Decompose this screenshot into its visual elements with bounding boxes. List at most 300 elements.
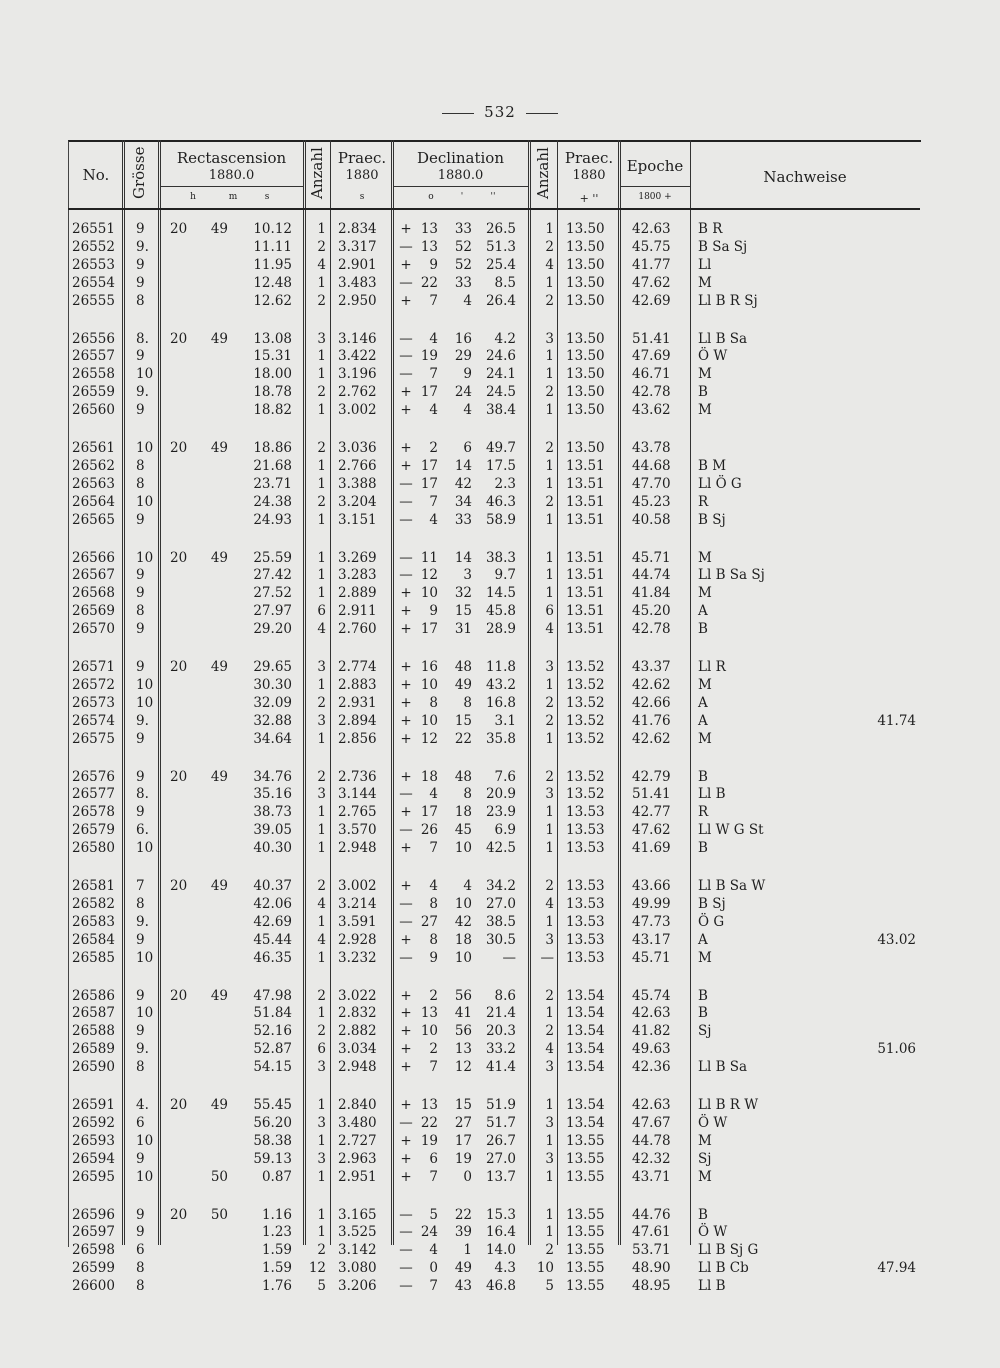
cell-groesse: 9 xyxy=(136,1206,145,1223)
cell-anzahl: 3 xyxy=(317,1114,326,1131)
cell-decl-sec: 34.2 xyxy=(485,878,516,894)
cell-praec: 3.142 xyxy=(338,1242,377,1259)
cell-decl-min: 49 xyxy=(454,1260,472,1277)
cell-groesse: 10 xyxy=(136,493,154,510)
cell-extra: 51.06 xyxy=(877,1041,916,1058)
cell-decl-sign: — xyxy=(399,786,413,803)
header-ra-m: m xyxy=(228,192,238,202)
cell-groesse: 9 xyxy=(136,221,145,237)
cell-decl-sign: + xyxy=(400,256,412,273)
cell-praec2: 13.50 xyxy=(566,384,605,401)
cell-anzahl2: 2 xyxy=(545,768,554,785)
cell-no: 26571 xyxy=(72,659,115,675)
cell-ra-s: 12.48 xyxy=(253,274,292,291)
cell-nachweise: B M xyxy=(698,457,727,474)
cell-ra-h: 20 xyxy=(170,1097,188,1113)
cell-ra-s: 1.23 xyxy=(261,1224,292,1241)
header-ra-s: s xyxy=(264,192,270,202)
cell-praec2: 13.52 xyxy=(566,659,605,675)
cell-ra-s: 29.20 xyxy=(253,621,292,638)
col-sep-groesse xyxy=(158,140,161,1245)
cell-no: 26559 xyxy=(72,384,115,401)
cell-ra-m: 49 xyxy=(210,768,228,785)
cell-praec: 2.766 xyxy=(338,457,377,474)
cell-anzahl: 1 xyxy=(317,511,326,528)
cell-no: 26591 xyxy=(72,1097,115,1113)
cell-no: 26567 xyxy=(72,567,115,584)
cell-praec2: 13.50 xyxy=(566,402,605,419)
cell-no: 26573 xyxy=(72,694,115,711)
cell-anzahl2: 1 xyxy=(545,457,554,474)
cell-no: 26592 xyxy=(72,1114,115,1131)
cell-epoche: 42.78 xyxy=(632,621,671,638)
cell-praec: 2.883 xyxy=(338,676,377,693)
cell-praec: 2.832 xyxy=(338,1005,377,1022)
cell-praec: 2.765 xyxy=(338,804,377,821)
cell-anzahl: 12 xyxy=(308,1260,326,1277)
cell-decl-deg: 27 xyxy=(420,913,438,930)
cell-decl-sec: 24.6 xyxy=(485,348,516,365)
cell-praec: 2.882 xyxy=(338,1023,377,1040)
cell-praec2: 13.54 xyxy=(566,1005,605,1022)
cell-decl-sec: — xyxy=(502,949,516,966)
cell-ra-s: 55.45 xyxy=(253,1097,292,1113)
header-praec2-year: 1880 xyxy=(572,168,606,183)
cell-decl-sec: 43.2 xyxy=(485,676,516,693)
cell-decl-min: 15 xyxy=(454,712,472,729)
cell-decl-sec: 26.4 xyxy=(485,292,516,309)
cell-anzahl: 4 xyxy=(317,621,326,638)
cell-no: 26552 xyxy=(72,238,115,255)
cell-epoche: 47.61 xyxy=(632,1224,671,1241)
header-decl-title: Declination xyxy=(416,149,505,167)
cell-anzahl2: 1 xyxy=(545,822,554,839)
cell-decl-min: 15 xyxy=(454,1097,472,1113)
cell-anzahl: 2 xyxy=(317,1023,326,1040)
cell-groesse: 10 xyxy=(136,840,154,857)
cell-praec2: 13.53 xyxy=(566,931,605,948)
cell-ra-s: 18.78 xyxy=(253,384,292,401)
cell-decl-sec: 27.0 xyxy=(485,895,516,912)
cell-ra-s: 40.37 xyxy=(253,878,292,894)
cell-epoche: 44.74 xyxy=(632,567,671,584)
cell-anzahl: 1 xyxy=(317,402,326,419)
cell-ra-s: 51.84 xyxy=(253,1005,292,1022)
cell-ra-s: 42.06 xyxy=(253,895,292,912)
cell-no: 26560 xyxy=(72,402,115,419)
cell-groesse: 9 xyxy=(136,621,145,638)
cell-ra-s: 1.16 xyxy=(261,1206,292,1223)
cell-decl-min: 10 xyxy=(454,840,472,857)
header-praec-unit: s xyxy=(359,192,365,202)
cell-anzahl: 2 xyxy=(317,1242,326,1259)
cell-nachweise: Ll B xyxy=(698,786,726,803)
cell-no: 26572 xyxy=(72,676,115,693)
cell-decl-deg: 12 xyxy=(420,730,438,747)
cell-epoche: 41.77 xyxy=(632,256,671,273)
cell-no: 26561 xyxy=(72,440,115,456)
cell-praec: 2.911 xyxy=(338,603,377,620)
cell-decl-sign: — xyxy=(399,1114,413,1131)
cell-no: 26582 xyxy=(72,895,115,912)
cell-extra: 43.02 xyxy=(877,931,916,948)
cell-decl-sign: — xyxy=(399,549,413,566)
cell-nachweise: Sj xyxy=(698,1023,712,1040)
cell-decl-min: 48 xyxy=(454,768,472,785)
cell-decl-sign: + xyxy=(400,730,412,747)
cell-praec2: 13.54 xyxy=(566,987,605,1004)
cell-no: 26577 xyxy=(72,786,115,803)
cell-nachweise: B xyxy=(698,768,708,785)
cell-no: 26555 xyxy=(72,292,115,309)
cell-anzahl2: 1 xyxy=(545,366,554,383)
header-ra-epoch: 1880.0 xyxy=(208,168,255,183)
cell-nachweise: B xyxy=(698,987,708,1004)
col-sep-anzahl2 xyxy=(557,140,558,1245)
header-praec2-unit: + '' xyxy=(579,192,599,205)
cell-epoche: 42.79 xyxy=(632,768,671,785)
cell-decl-min: 4 xyxy=(463,878,472,894)
cell-decl-deg: 13 xyxy=(420,1097,438,1113)
cell-praec: 2.931 xyxy=(338,694,377,711)
cell-groesse: 9 xyxy=(136,1150,145,1167)
cell-decl-deg: 19 xyxy=(420,1132,438,1149)
cell-anzahl: 3 xyxy=(317,1059,326,1076)
cell-decl-sign: + xyxy=(400,1023,412,1040)
cell-decl-sec: 4.2 xyxy=(494,330,516,347)
cell-anzahl: 4 xyxy=(317,256,326,273)
cell-anzahl: 1 xyxy=(317,549,326,566)
cell-decl-sign: + xyxy=(400,659,412,675)
cell-ra-s: 18.86 xyxy=(253,440,292,456)
header-praec-year: 1880 xyxy=(345,168,379,183)
cell-praec2: 13.51 xyxy=(566,621,605,638)
cell-praec: 3.480 xyxy=(338,1114,377,1131)
cell-decl-deg: 7 xyxy=(429,1059,438,1076)
cell-ra-s: 1.76 xyxy=(261,1278,292,1295)
cell-praec2: 13.50 xyxy=(566,348,605,365)
cell-decl-deg: 8 xyxy=(429,694,438,711)
cell-decl-sign: — xyxy=(399,238,413,255)
cell-nachweise: M xyxy=(698,274,712,291)
cell-groesse: 9 xyxy=(136,256,145,273)
cell-no: 26553 xyxy=(72,256,115,273)
cell-praec2: 13.54 xyxy=(566,1041,605,1058)
cell-decl-sign: + xyxy=(400,384,412,401)
cell-decl-sec: 28.9 xyxy=(485,621,516,638)
cell-extra: 41.74 xyxy=(877,712,916,729)
cell-groesse: 8 xyxy=(136,1278,145,1295)
cell-no: 26580 xyxy=(72,840,115,857)
cell-praec: 3.036 xyxy=(338,440,377,456)
cell-nachweise: B R xyxy=(698,221,723,237)
cell-decl-deg: 9 xyxy=(429,949,438,966)
cell-no: 26556 xyxy=(72,330,115,347)
cell-ra-m: 49 xyxy=(210,330,228,347)
cell-praec: 2.889 xyxy=(338,585,377,602)
cell-decl-deg: 9 xyxy=(429,256,438,273)
cell-praec: 3.144 xyxy=(338,786,377,803)
cell-praec2: 13.53 xyxy=(566,878,605,894)
cell-nachweise: B xyxy=(698,840,708,857)
cell-no: 26589 xyxy=(72,1041,115,1058)
cell-decl-sign: — xyxy=(399,822,413,839)
cell-anzahl: 3 xyxy=(317,659,326,675)
cell-ra-s: 32.88 xyxy=(253,712,292,729)
cell-decl-sec: 51.7 xyxy=(485,1114,516,1131)
cell-anzahl: 1 xyxy=(317,840,326,857)
cell-no: 26565 xyxy=(72,511,115,528)
cell-no: 26578 xyxy=(72,804,115,821)
cell-decl-deg: 10 xyxy=(420,712,438,729)
cell-groesse: 9. xyxy=(136,913,149,930)
cell-epoche: 51.41 xyxy=(632,330,671,347)
cell-praec2: 13.50 xyxy=(566,238,605,255)
cell-ra-s: 0.87 xyxy=(261,1168,292,1185)
cell-groesse: 10 xyxy=(136,676,154,693)
cell-decl-sec: 25.4 xyxy=(485,256,516,273)
cell-decl-deg: 7 xyxy=(429,493,438,510)
cell-anzahl2: 3 xyxy=(545,1150,554,1167)
cell-anzahl: 2 xyxy=(317,493,326,510)
cell-anzahl: 1 xyxy=(317,221,326,237)
cell-decl-deg: 12 xyxy=(420,567,438,584)
cell-nachweise: Ö W xyxy=(698,348,728,365)
cell-epoche: 43.78 xyxy=(632,440,671,456)
cell-decl-deg: 13 xyxy=(420,221,438,237)
cell-groesse: 10 xyxy=(136,1005,154,1022)
cell-praec2: 13.55 xyxy=(566,1260,605,1277)
cell-decl-min: 52 xyxy=(454,238,472,255)
cell-epoche: 42.69 xyxy=(632,292,671,309)
cell-decl-sign: + xyxy=(400,603,412,620)
cell-decl-sec: 17.5 xyxy=(485,457,516,474)
cell-ra-s: 13.08 xyxy=(253,330,292,347)
cell-ra-h: 20 xyxy=(170,330,188,347)
cell-epoche: 47.73 xyxy=(632,913,671,930)
cell-decl-min: 41 xyxy=(454,1005,472,1022)
cell-ra-s: 11.95 xyxy=(253,256,292,273)
cell-ra-h: 20 xyxy=(170,549,188,566)
cell-anzahl2: 3 xyxy=(545,786,554,803)
cell-decl-deg: 17 xyxy=(420,457,438,474)
cell-anzahl: 5 xyxy=(317,1278,326,1295)
cell-anzahl2: 1 xyxy=(545,1097,554,1113)
cell-anzahl: 2 xyxy=(317,694,326,711)
cell-anzahl: 1 xyxy=(317,457,326,474)
header-groesse: Grösse xyxy=(130,146,148,199)
cell-decl-sec: 7.6 xyxy=(494,768,516,785)
cell-no: 26570 xyxy=(72,621,115,638)
cell-nachweise: Ll B Sa xyxy=(698,1059,748,1076)
cell-groesse: 10 xyxy=(136,366,154,383)
cell-groesse: 8. xyxy=(136,330,149,347)
cell-epoche: 42.78 xyxy=(632,384,671,401)
cell-praec: 2.840 xyxy=(338,1097,377,1113)
col-sep-praec2 xyxy=(618,140,621,1245)
cell-ra-h: 20 xyxy=(170,768,188,785)
cell-ra-h: 20 xyxy=(170,1206,188,1223)
cell-anzahl: 1 xyxy=(317,585,326,602)
cell-ra-s: 29.65 xyxy=(253,659,292,675)
cell-decl-deg: 4 xyxy=(429,511,438,528)
cell-decl-min: 45 xyxy=(454,822,472,839)
cell-epoche: 43.37 xyxy=(632,659,671,675)
cell-groesse: 9 xyxy=(136,1224,145,1241)
cell-groesse: 6 xyxy=(136,1114,145,1131)
cell-groesse: 9 xyxy=(136,511,145,528)
cell-praec2: 13.50 xyxy=(566,274,605,291)
cell-nachweise: Sj xyxy=(698,1150,712,1167)
cell-anzahl2: 4 xyxy=(545,256,554,273)
cell-no: 26595 xyxy=(72,1168,115,1185)
cell-anzahl: 1 xyxy=(317,1132,326,1149)
cell-epoche: 45.71 xyxy=(632,949,671,966)
cell-decl-min: 29 xyxy=(454,348,472,365)
cell-epoche: 43.62 xyxy=(632,402,671,419)
cell-ra-s: 47.98 xyxy=(253,987,292,1004)
cell-anzahl: 1 xyxy=(317,730,326,747)
cell-anzahl2: 4 xyxy=(545,621,554,638)
cell-decl-deg: 19 xyxy=(420,348,438,365)
cell-decl-sign: + xyxy=(400,694,412,711)
cell-decl-sec: 51.9 xyxy=(485,1097,516,1113)
cell-ra-m: 49 xyxy=(210,987,228,1004)
cell-decl-sec: 38.5 xyxy=(485,913,516,930)
cell-groesse: 9 xyxy=(136,348,145,365)
cell-ra-m: 49 xyxy=(210,221,228,237)
cell-epoche: 49.63 xyxy=(632,1041,671,1058)
cell-anzahl2: 6 xyxy=(545,603,554,620)
page-number-dash-right xyxy=(526,113,558,114)
cell-decl-min: 8 xyxy=(463,694,472,711)
cell-ra-s: 12.62 xyxy=(253,292,292,309)
cell-decl-min: 49 xyxy=(454,676,472,693)
cell-anzahl2: 1 xyxy=(545,567,554,584)
cell-ra-s: 34.76 xyxy=(253,768,292,785)
cell-nachweise: Ö W xyxy=(698,1114,728,1131)
cell-no: 26563 xyxy=(72,475,115,492)
cell-decl-sec: 24.5 xyxy=(485,384,516,401)
cell-anzahl2: 1 xyxy=(545,549,554,566)
cell-epoche: 47.62 xyxy=(632,274,671,291)
cell-groesse: 10 xyxy=(136,1168,154,1185)
cell-no: 26600 xyxy=(72,1278,115,1295)
cell-decl-deg: 4 xyxy=(429,330,438,347)
cell-decl-sec: 49.7 xyxy=(485,440,516,456)
cell-anzahl2: — xyxy=(540,949,554,966)
cell-decl-sec: 24.1 xyxy=(485,366,516,383)
cell-groesse: 9 xyxy=(136,585,145,602)
cell-decl-sec: 41.4 xyxy=(485,1059,516,1076)
cell-epoche: 43.66 xyxy=(632,878,671,894)
cell-groesse: 9. xyxy=(136,384,149,401)
cell-decl-sign: + xyxy=(400,1059,412,1076)
cell-decl-deg: 4 xyxy=(429,878,438,894)
cell-anzahl: 2 xyxy=(317,987,326,1004)
cell-praec2: 13.50 xyxy=(566,256,605,273)
cell-nachweise: B xyxy=(698,621,708,638)
cell-groesse: 10 xyxy=(136,549,154,566)
cell-groesse: 8 xyxy=(136,475,145,492)
cell-decl-sec: 20.9 xyxy=(485,786,516,803)
cell-decl-min: 33 xyxy=(454,274,472,291)
cell-decl-sign: — xyxy=(399,1278,413,1295)
cell-anzahl2: 3 xyxy=(545,659,554,675)
cell-groesse: 9 xyxy=(136,274,145,291)
cell-decl-deg: 26 xyxy=(420,822,438,839)
cell-anzahl2: 3 xyxy=(545,931,554,948)
cell-praec: 3.002 xyxy=(338,402,377,419)
header-epoche: Epoche xyxy=(626,157,684,175)
cell-praec2: 13.52 xyxy=(566,730,605,747)
cell-anzahl2: 1 xyxy=(545,511,554,528)
cell-praec2: 13.51 xyxy=(566,585,605,602)
cell-ra-s: 38.73 xyxy=(253,804,292,821)
cell-decl-sec: 8.6 xyxy=(494,987,516,1004)
cell-decl-sec: 35.8 xyxy=(485,730,516,747)
cell-groesse: 8 xyxy=(136,292,145,309)
cell-decl-min: 33 xyxy=(454,221,472,237)
col-sep-epoche xyxy=(690,140,691,1245)
cell-decl-deg: 17 xyxy=(420,621,438,638)
cell-praec: 2.760 xyxy=(338,621,377,638)
cell-ra-s: 58.38 xyxy=(253,1132,292,1149)
cell-anzahl2: 5 xyxy=(545,1278,554,1295)
cell-praec2: 13.54 xyxy=(566,1059,605,1076)
header-bottom-rule xyxy=(68,208,920,210)
cell-decl-deg: 10 xyxy=(420,676,438,693)
cell-decl-min: 14 xyxy=(454,457,472,474)
cell-decl-deg: 5 xyxy=(429,1206,438,1223)
cell-decl-sign: + xyxy=(400,221,412,237)
cell-decl-sign: + xyxy=(400,1041,412,1058)
cell-groesse: 8 xyxy=(136,1059,145,1076)
cell-anzahl2: 1 xyxy=(545,730,554,747)
cell-praec2: 13.51 xyxy=(566,475,605,492)
cell-decl-sec: 38.3 xyxy=(485,549,516,566)
cell-no: 26583 xyxy=(72,913,115,930)
cell-anzahl2: 4 xyxy=(545,1041,554,1058)
cell-decl-min: 4 xyxy=(463,402,472,419)
cell-decl-sign: + xyxy=(400,440,412,456)
cell-decl-deg: 17 xyxy=(420,804,438,821)
cell-praec: 3.570 xyxy=(338,822,377,839)
cell-ra-h: 20 xyxy=(170,987,188,1004)
epoche-sub-rule xyxy=(620,186,690,187)
cell-decl-sign: — xyxy=(399,511,413,528)
header-no: No. xyxy=(82,166,110,184)
cell-anzahl2: 2 xyxy=(545,1242,554,1259)
cell-anzahl: 1 xyxy=(317,913,326,930)
cell-epoche: 45.23 xyxy=(632,493,671,510)
cell-decl-min: 0 xyxy=(463,1168,472,1185)
cell-praec: 3.151 xyxy=(338,511,377,528)
cell-praec: 3.165 xyxy=(338,1206,377,1223)
cell-ra-m: 50 xyxy=(210,1168,228,1185)
cell-nachweise: Ll B xyxy=(698,1278,726,1295)
cell-anzahl: 1 xyxy=(317,567,326,584)
cell-decl-min: 43 xyxy=(454,1278,472,1295)
cell-praec2: 13.55 xyxy=(566,1242,605,1259)
cell-epoche: 44.68 xyxy=(632,457,671,474)
cell-decl-min: 8 xyxy=(463,786,472,803)
cell-nachweise: M xyxy=(698,1132,712,1149)
cell-praec: 2.928 xyxy=(338,931,377,948)
header-praec: Praec. xyxy=(337,149,387,167)
cell-decl-sign: + xyxy=(400,1150,412,1167)
cell-decl-deg: 8 xyxy=(429,931,438,948)
